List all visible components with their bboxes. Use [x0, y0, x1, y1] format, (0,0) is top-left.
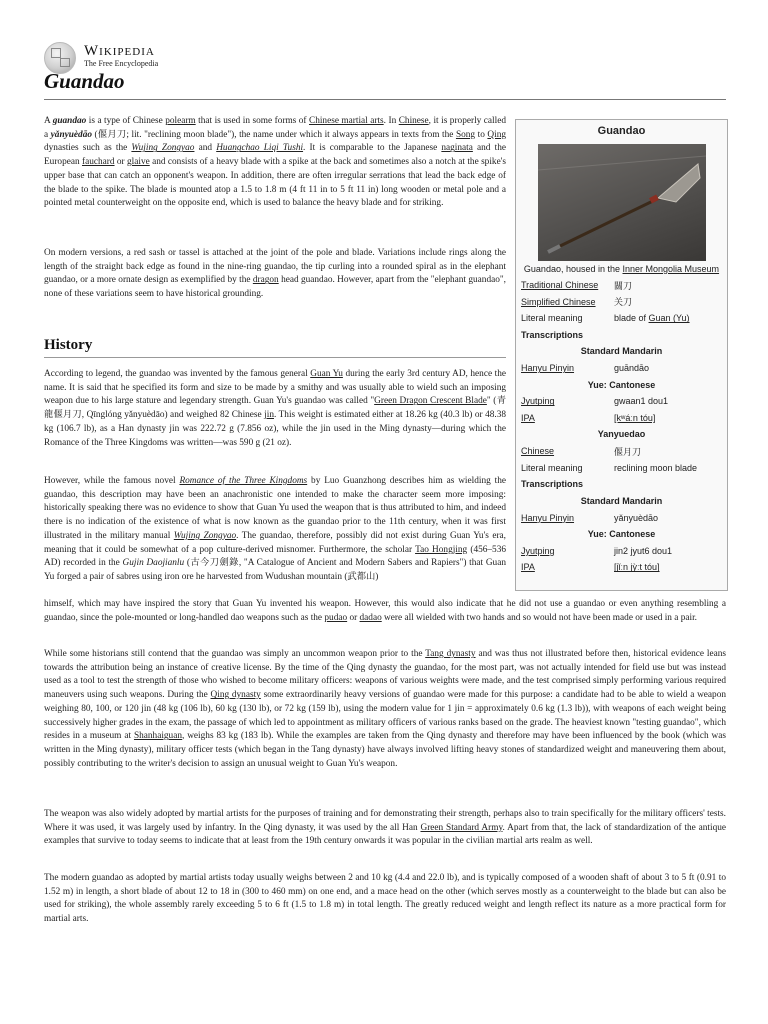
jyutping-value: gwaan1 dou1 [614, 396, 669, 407]
link-green-standard-army[interactable]: Green Standard Army [420, 822, 503, 833]
link-jyutping-2[interactable]: Jyutping [521, 545, 555, 556]
infobox-row-hanyu [516, 360, 727, 377]
link-romance-three-kingdoms[interactable]: Romance of the Three Kingdoms [179, 476, 308, 486]
link-naginata[interactable]: naginata [441, 143, 473, 154]
link-song[interactable]: Song [455, 129, 476, 140]
link-tao-hongjing[interactable]: Tao Hongjing [415, 544, 468, 555]
link-polearm[interactable]: polearm [165, 116, 196, 126]
link-inner-mongolia-museum[interactable]: Inner Mongolia Museum [622, 264, 720, 274]
history-paragraph-3: While some historians still contend that the guandao was simply an uncommon weapon prior to the Tang dynasty and was thus not illustrated before then, historical evidence leans towards the attribution being an instance of creative license. By the time of the Qing dynasty the guandao, for the most part, was not actually intended for field use but was instead used as a tool to test the strength of those who wished to become military officers: weapons of various weights were made, and the test comprised simply performing various required maneuvers using such weapons. During the Qing dynasty some extraordinarily heavy versions of guandao were made for this purpose: a candidate had to be able to wield a weapon weighing 80, 100, or 120 jin (48 kg (106 lb), 60 kg (130 lb), or 72 kg (159 lb), using the modern value for 1 jin = approximately 0.6 kg (1.3 lb)), with weapons of each weight being successively higher grades in the exam, the passage of which led to appointment as military officers of various ranks based on the grade. The heaviest known "testing guandao", which resides in a museum at Shanhaiguan, weighs 83 kg (183 lb). While the examples are taken from the Qing dynasty and therefore may have been influenced by the book (which was written in the Ming dynasty), military officer tests (which began in the Tang dynasty) have always involved lifting heavy stones of standardized weight and maneuvering them about, possibly contributing to the writer's decision to assign an unusual weight to Guan Yu's weapon. [44, 649, 727, 769]
intro-paragraph-2: On modern versions, a red sash or tassel is attached at the joint of the pole and blade. Variations include rings along the length of the straight back edge as found in the nine-ring guandao, the tip curling into a rounded spiral as in the elephant guandao, or a more ornate design as exemplified by the dragon head guandao. However, apart from the "elephant guandao", none of these variations seem to have historical grounding. [44, 248, 506, 300]
site-wordmark: Wikipedia [84, 43, 155, 59]
infobox-row-hanyu2 [516, 509, 727, 526]
history-heading: History [44, 337, 506, 358]
infobox-yue-cantonese-1: Yue: Cantonese [587, 379, 656, 390]
link-guan-yu[interactable]: Guan Yu [310, 369, 343, 379]
infobox-row-jyutping2 [516, 543, 727, 560]
intro-paragraph-1: A guandao is a type of Chinese polearm that is used in some forms of Chinese martial arts. In Chinese, it is properly called a yǎnyuèdāo (偃月刀; lit. "reclining moon blade"), the name under which it always appears in texts from the Song to Qing dynasties such as the Wujing Zongyao and Huangchao Liqi Tushi. It is comparable to the Japanese naginata and the European fauchard or glaive and consists of a heavy blade with a spike at the back and sometimes also a notch at the spike's upper base that can catch an opponent's weapon. In addition, there are often irregular serrations that lead the back edge of the blade to the spike. The blade is mounted atop a 1.5 to 1.8 m (4 ft 11 in to 5 ft 11 in) long wooden or metal pole and a pointed metal counterweight on the opposite end, which is used to balance the heavy blade and for striking. [44, 116, 506, 209]
infobox-row-literal2 [516, 460, 727, 477]
link-dragon[interactable]: dragon [252, 275, 279, 286]
traditional-value: 關刀 [614, 280, 633, 291]
jyutping2-value: jin2 jyut6 dou1 [614, 545, 673, 556]
link-chinese[interactable]: Chinese [398, 116, 429, 126]
link-green-dragon-crescent-blade[interactable]: Green Dragon Crescent Blade [374, 396, 487, 407]
infobox-row-chinese2 [516, 443, 727, 460]
history-paragraph-2-cont: himself, which may have inspired the story that Guan Yu invented his weapon. However, this would also indicate that he did not use a guandao or even anything resembling a guandao, since the pole-mounted or long-handled dao weapons such as the pudao or dadao were all wielded with two hands and so would not have been made or used in a pair. [44, 599, 726, 623]
link-ipa-2[interactable]: IPA [521, 562, 535, 573]
guandao-weapon-drawing [538, 144, 706, 261]
link-qing[interactable]: Qing [487, 129, 506, 140]
link-jin[interactable]: jin [264, 410, 274, 421]
ipa-value[interactable]: [kʷáːn tóu] [614, 413, 656, 424]
infobox-title: Guandao [597, 125, 646, 137]
infobox-row-ipa2 [516, 559, 727, 576]
link-fauchard[interactable]: fauchard [82, 157, 115, 168]
infobox-row-ipa [516, 410, 727, 427]
literal2-label: Literal meaning [521, 462, 583, 473]
infobox-transcriptions-1: Transcriptions [521, 330, 584, 341]
infobox-row-jyutping [516, 393, 727, 410]
guandao-photo[interactable] [538, 144, 706, 261]
site-tagline: The Free Encyclopedia [84, 59, 159, 68]
link-jyutping[interactable]: Jyutping [521, 396, 555, 407]
link-ipa[interactable]: IPA [521, 413, 535, 424]
hanyu-value: guāndāo [614, 363, 650, 374]
history-paragraph-1: According to legend, the guandao was invented by the famous general Guan Yu during the early 3rd century AD, hence the name. It is said that he specified its form and size to be made by a smithy and was usually able to wield such an imposing weapon due to his large stature and legendary strength. Guan Yu's guandao was called "Green Dragon Crescent Blade" (青龍偃月刀, Qīnglóng yǎnyuèdāo) and weighed 82 Chinese jin. This weight is estimated either at 18.26 kg (40.3 lb) or 48.38 kg (106.7 lb), as a Han dynasty jin was 222.72 g (7.856 oz), while the jin used in the Ming dynasty—during which the Romance of the Three Kingdoms was written—was 590 g (21 oz). [44, 369, 507, 448]
ipa2-value[interactable]: [jǐːn jỳːt tóu] [614, 562, 660, 573]
infobox-standard-mandarin-2: Standard Mandarin [580, 495, 663, 506]
literal2-value: reclining moon blade [614, 462, 698, 473]
infobox-yanyuedao: Yanyuedao [597, 429, 646, 440]
link-hanyu-pinyin[interactable]: Hanyu Pinyin [521, 363, 575, 374]
link-traditional-chinese[interactable]: Traditional Chinese [521, 280, 599, 291]
link-hanyu-pinyin-2[interactable]: Hanyu Pinyin [521, 512, 575, 523]
title-divider [44, 99, 726, 100]
link-simplified-chinese[interactable]: Simplified Chinese [521, 296, 596, 307]
infobox-row-simplified [516, 294, 727, 311]
infobox-standard-mandarin-1: Standard Mandarin [580, 346, 663, 357]
link-chinese-infobox[interactable]: Chinese [521, 446, 555, 457]
literal-label: Literal meaning [521, 313, 583, 324]
literal-value: blade of Guan (Yu) [614, 313, 690, 324]
infobox-yue-cantonese-2: Yue: Cantonese [587, 528, 656, 539]
link-pudao[interactable]: pudao [324, 612, 348, 623]
link-qing-dynasty[interactable]: Qing dynasty [210, 690, 261, 701]
infobox-caption: Guandao, housed in the Inner Mongolia Museum [523, 264, 720, 274]
chinese2-value: 偃月刀 [614, 446, 642, 457]
link-huangchao-liqi-tushi[interactable]: Huangchao Liqi Tushi [216, 143, 304, 154]
page-title: Guandao [44, 69, 125, 93]
link-dadao[interactable]: dadao [359, 612, 382, 623]
history-paragraph-5: The modern guandao as adopted by martial artists today usually weighs between 2 and 10 kg (4.4 and 22.0 lb), and is typically composed of a wooden shaft of about 3 to 5 ft (0.91 to 1.52 m) in length, a short blade of about 12 to 18 in (300 to 460 mm) on one end, and a mace head on the other (which serves mostly as a counterweight to the blade but can also be used for striking), the whole assembly rarely exceeding 5 to 6 ft (1.5 to 1.8 m) in total length. The greatly reduced weight and length reflect its nature as a more practical form for martial arts. [44, 873, 726, 925]
history-paragraph-2: However, while the famous novel Romance of the Three Kingdoms by Luo Guanzhong describes him as wielding the guandao, this description may have been an anachronistic one intended to make the character seem more imposing: historically speaking there was no evidence to show that Guan Yu used the weapon that is thus attributed to him, and indeed there is no indication of the existence of what is now known as the guandao prior to the 11th century, when it was first illustrated in the military manual Wujing Zongyao. The guandao, therefore, possibly did not exist during Guan Yu's era, meaning that it could be somewhat of a pop culture-derived misnomer. Furthermore, the scholar Tao Hongjing (456–536 AD) recorded in the Gujin Daojianlu (古今刀劍錄, "A Catalogue of Ancient and Modern Sabers and Rapiers") that Guan Yu forged a pair of sabres using iron ore he harvested from Wudushan mountain (武都山) [44, 476, 506, 582]
hanyu2-value: yǎnyuèdāo [614, 512, 659, 523]
link-guan-yu-infobox[interactable]: Guan (Yu) [648, 313, 690, 324]
simplified-value: 关刀 [614, 297, 633, 308]
infobox-transcriptions-2: Transcriptions [521, 479, 584, 490]
infobox-row-literal [516, 310, 727, 327]
link-chinese-martial-arts[interactable]: Chinese martial arts [309, 116, 384, 126]
history-paragraph-4: The weapon was also widely adopted by martial artists for the purposes of training and for demonstrating their strength, perhaps also to train specifically for the military officers' tests. Where it was used, it was largely used by infantry. In the Qing dynasty, it was used by the all Han Green Standard Army. Apart from that, the lack of standardization of the antique examples that survive to today seems to indicate that at least from the 19th century onwards it was popular in the civilian martial arts realm as well. [44, 809, 727, 847]
link-shanhaiguan[interactable]: Shanhaiguan [133, 731, 182, 742]
link-wujing-zongyao-2[interactable]: Wujing Zongyao [173, 530, 237, 541]
infobox-row-traditional [516, 277, 727, 294]
link-tang-dynasty[interactable]: Tang dynasty [425, 649, 476, 659]
infobox [515, 119, 728, 591]
link-glaive[interactable]: glaive [127, 157, 150, 168]
link-wujing-zongyao[interactable]: Wujing Zongyao [131, 143, 195, 154]
